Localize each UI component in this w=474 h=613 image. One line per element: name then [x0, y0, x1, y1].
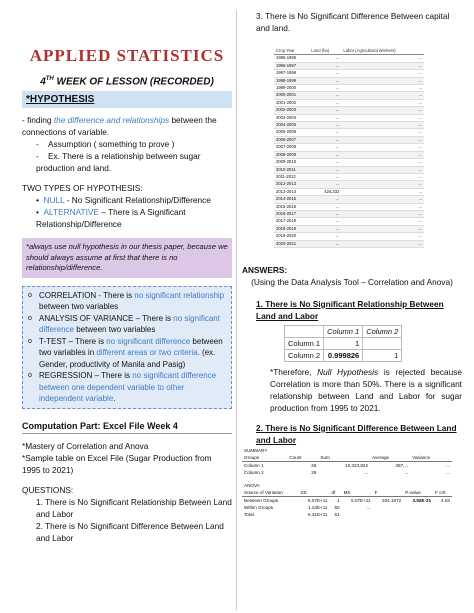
sugar-table-cell: 2014-2015: [274, 196, 309, 203]
summary-row: [242, 469, 452, 476]
computation-heading: Computation Part: Excel File Week 4: [22, 421, 232, 434]
bullet-assumption: - Assumption ( something to prove ): [36, 139, 175, 150]
anova-cell: 3.92E-31: [412, 497, 432, 503]
sugar-table-cell: ...: [309, 136, 341, 143]
test-highlight: no significant difference: [39, 313, 220, 335]
null-text: - No Significant Relationship/Difference: [64, 195, 211, 206]
conclusion-part-1: *Therefore,: [270, 366, 318, 377]
sugar-table-row: [274, 129, 424, 136]
definition-highlight: the difference and relationships: [53, 115, 170, 126]
summary-header: Groups: [242, 454, 287, 462]
corr-cell: Column 1: [285, 337, 324, 349]
summary-header: Count: [287, 454, 318, 462]
sugar-table-cell: ...: [341, 70, 424, 77]
sugar-table-row: [274, 136, 424, 143]
anova-cell: 4.03: [441, 497, 450, 503]
bullet-assumption-text: Assumption ( something to prove ): [47, 139, 175, 150]
anova-cell: 1.24E+11: [308, 504, 328, 510]
anova-cell: 50: [334, 504, 340, 510]
sugar-table-cell: 2019-2020: [274, 233, 309, 240]
sugar-table-cell: ...: [309, 166, 341, 173]
sugar-table-cell: ...: [341, 85, 424, 92]
alt-label: ALTERNATIVE: [43, 207, 99, 218]
anova-cell: [373, 511, 404, 518]
sugar-table-cell: 2011-2012: [274, 173, 309, 180]
null-label: NULL: [43, 195, 65, 206]
corr-cell: 0.999826: [324, 349, 363, 361]
sugar-table-row: [274, 122, 424, 129]
anova-cell: [373, 504, 404, 511]
sugar-table-cell: ...: [341, 144, 424, 151]
anova-cell: 5.07E+11: [308, 497, 328, 503]
sugar-table-row: [274, 188, 424, 195]
sugar-table-cell: ...: [309, 151, 341, 158]
anova-row: [242, 511, 452, 518]
column-divider: [236, 10, 237, 610]
sugar-table-cell: 2006-2007: [274, 136, 309, 143]
sugar-table-cell: ...: [309, 70, 341, 77]
sugar-table-row: [274, 166, 424, 173]
sugar-table-row: [274, 107, 424, 114]
sugar-table-row: [274, 99, 424, 106]
sugar-table-row: [274, 196, 424, 203]
week-heading: [22, 76, 232, 87]
question-3: 3. There is No Significant Difference Between capital and land.: [256, 11, 450, 33]
sugar-table-cell: ...: [309, 233, 341, 240]
test-highlight: no significant difference between one dependent variable to other independent variable: [39, 371, 217, 404]
sugar-table-cell: 424,332: [309, 188, 341, 195]
sugar-table-cell: ...: [309, 218, 341, 225]
sugar-table-cell: 1996-1997: [274, 62, 309, 69]
sugar-table-row: [274, 173, 424, 180]
conclusion-part-2: is rejected because Correlation is more than 50%. There is a significant relationship between Land and Labor for sugar production from 1995 to 2021.: [270, 366, 463, 413]
sugar-table-cell: 1998-1999: [274, 77, 309, 84]
sugar-table-cell: ...: [341, 62, 424, 69]
hypothesis-header: [22, 91, 232, 108]
sugar-table-cell: 2009-2010: [274, 159, 309, 166]
sugar-table-cell: ...: [341, 173, 424, 180]
summary-cell: 26: [311, 469, 317, 475]
sugar-table-cell: ...: [309, 107, 341, 114]
anova-cell: Between Groups: [244, 497, 279, 503]
sugar-table-row: [274, 114, 424, 121]
anova-cell: [342, 511, 373, 518]
summary-cell: 397,...: [395, 462, 409, 468]
document-title: APPLIED STATISTICS: [29, 46, 225, 65]
sugar-table-cell: 2004-2005: [274, 122, 309, 129]
left-column: [22, 10, 232, 544]
test-highlight: no significant difference: [106, 336, 191, 346]
sugar-table-header: Land (ha): [309, 48, 341, 55]
sugar-table-cell: ...: [341, 77, 424, 84]
sugar-table-cell: ...: [341, 99, 424, 106]
sugar-table-cell: ...: [341, 196, 424, 203]
sugar-table-cell: ...: [309, 85, 341, 92]
week-number: 4: [40, 76, 46, 88]
test-text: . (ex. Gender, productivity of Manila and Pasig): [39, 348, 216, 369]
sugar-table-cell: 2001-2002: [274, 99, 309, 106]
sugar-table-cell: ...: [309, 114, 341, 121]
sugar-table-cell: ...: [341, 107, 424, 114]
test-text: between two variables in: [39, 336, 223, 358]
questions-heading: QUESTIONS:: [22, 484, 74, 495]
sugar-table-cell: ...: [341, 218, 424, 225]
mastery-line: *Mastery of Correlation and Anova: [22, 440, 149, 451]
test-name: ANALYSIS OF VARIANCE: [39, 313, 134, 323]
summary-cell: 26: [311, 462, 317, 468]
summary-row: [242, 461, 452, 469]
sugar-table-cell: 2015-2016: [274, 203, 309, 210]
summary-header: Variance: [410, 454, 452, 462]
bullet-example-text: Ex. There is a relationship between sugar production and land.: [36, 151, 201, 174]
sugar-table-cell: ...: [309, 225, 341, 232]
anova-header: F crit: [433, 489, 452, 497]
anova-cell: [403, 504, 433, 511]
anova-row: [242, 496, 452, 504]
anova-header: SS: [298, 489, 329, 497]
sugar-table-cell: ...: [341, 240, 424, 247]
corr-cell: Column 2: [285, 349, 324, 361]
anova-header-row: [242, 489, 452, 497]
test-types-box: [22, 286, 232, 409]
sugar-table-cell: ...: [341, 92, 424, 99]
sugar-table-row: [274, 210, 424, 217]
anova-header: P-value: [403, 489, 433, 497]
sugar-table-row: [274, 92, 424, 99]
week-suffix: TH: [45, 76, 54, 82]
anova-cell: 5.07E+11: [351, 497, 371, 503]
sugar-table-cell: 1999-2000: [274, 85, 309, 92]
sugar-table-header: Crop Year: [274, 48, 309, 55]
hypothesis-header-text: *HYPOTHESIS: [26, 94, 95, 106]
sugar-table-row: [274, 159, 424, 166]
types-title: TWO TYPES OF HYPOTHESIS:: [22, 183, 143, 194]
sugar-table-cell: ...: [341, 233, 424, 240]
bullet-example: - Ex. There is a relationship between sugar production and land.: [36, 151, 201, 174]
correlation-table: [284, 325, 402, 362]
sugar-table-cell: ...: [309, 122, 341, 129]
sugar-table-cell: ...: [341, 129, 424, 136]
week-label: WEEK OF LESSON (RECORDED): [53, 76, 214, 88]
question-1: 1. There is No Significant Relationship Between Land and Labor: [36, 496, 232, 519]
summary-title: SUMMARY: [244, 447, 268, 453]
question-2: 2. There is No Significant Difference Between Land and Labor: [36, 520, 224, 543]
sugar-table-cell: ...: [309, 77, 341, 84]
anova-cell: Within Groups: [244, 504, 274, 510]
sugar-table-cell: 2003-2004: [274, 114, 309, 121]
sugar-table-cell: ...: [309, 144, 341, 151]
answers-heading: ANSWERS:: [242, 264, 288, 275]
corr-cell: 1: [324, 337, 363, 349]
summary-cell: ...: [364, 469, 369, 475]
test-highlight: different areas or two criteria: [96, 348, 198, 358]
test-text: .: [113, 394, 116, 404]
sugar-table-cell: ...: [309, 240, 341, 247]
sugar-table-cell: ...: [309, 99, 341, 106]
sugar-table-row: [274, 144, 424, 151]
sugar-table-cell: 2000-2001: [274, 92, 309, 99]
corr-cell: [363, 337, 402, 349]
sugar-table-cell: ...: [309, 62, 341, 69]
null-item: • NULL - No Significant Relationship/Difference: [36, 195, 211, 206]
sugar-table-cell: ...: [341, 159, 424, 166]
anova-title: ANOVA: [244, 482, 260, 488]
sugar-table-cell: 2018-2019: [274, 225, 309, 232]
sugar-table-cell: ...: [341, 188, 424, 195]
anova-cell: 204.1672: [382, 497, 402, 503]
sugar-table-cell: ...: [309, 210, 341, 217]
test-text: – There is: [66, 336, 107, 346]
sugar-table-cell: 2016-2017: [274, 210, 309, 217]
alt-item: • ALTERNATIVE – There is A Significant Relationship/Difference: [36, 207, 186, 230]
anova-row: [242, 504, 452, 511]
summary-cell: ...: [404, 469, 409, 475]
sugar-table-cell: ...: [341, 225, 424, 232]
sugar-table-row: [274, 85, 424, 92]
sugar-table-row: [274, 62, 424, 69]
summary-cell: ...: [446, 462, 450, 468]
sugar-table-row: [274, 77, 424, 84]
sugar-table-cell: ...: [341, 151, 424, 158]
sugar-table-cell: ...: [341, 114, 424, 121]
test-item-anova: [27, 313, 227, 336]
sugar-table-cell: 1997-1998: [274, 70, 309, 77]
sugar-table-row: [274, 240, 424, 247]
sugar-table-cell: ...: [309, 55, 341, 62]
test-text: – There is: [133, 313, 174, 323]
corr-header: Column 1: [324, 325, 363, 337]
sugar-table-cell: ...: [309, 173, 341, 180]
sugar-table-cell: ...: [309, 92, 341, 99]
anova-header: F: [373, 489, 404, 497]
summary-header: Average: [370, 454, 410, 462]
test-item-regression: [27, 370, 227, 405]
sugar-table-cell: 2002-2003: [274, 107, 309, 114]
sugar-table-cell: 2008-2009: [274, 151, 309, 158]
sugar-table-cell: ...: [341, 181, 424, 188]
sugar-table-cell: 1995-1996: [274, 55, 309, 62]
summary-header-row: [242, 454, 452, 462]
anova-cell: ...: [366, 504, 371, 510]
null-hypothesis-note: *always use null hypothesis in our thesis paper, because we should always assume at first that there is no relationship/difference.: [22, 238, 232, 278]
sugar-table-row: [274, 233, 424, 240]
answer-1-title: 1. There is No Significant Relationship Between Land and Labor: [256, 298, 444, 321]
sugar-table-cell: ...: [309, 129, 341, 136]
test-name: CORRELATION: [39, 290, 97, 300]
anova-cell: [433, 511, 452, 518]
test-text: between two variables: [39, 302, 119, 312]
anova-cell: [433, 504, 452, 511]
sugar-table-cell: ...: [341, 122, 424, 129]
sugar-table-row: [274, 55, 424, 62]
sugar-table-cell: ...: [341, 203, 424, 210]
corr-header: [285, 325, 324, 337]
sugar-table-cell: 2017-2018: [274, 218, 309, 225]
test-text: – There is: [92, 371, 133, 381]
sugar-table-cell: ...: [309, 203, 341, 210]
sugar-table-header-row: [274, 48, 424, 55]
sugar-table-row: [274, 218, 424, 225]
sugar-table-cell: 2020-2021: [274, 240, 309, 247]
anova-header: df: [330, 489, 342, 497]
sugar-table-header: Labor (Agricultural Workers): [341, 48, 424, 55]
definition-part-1: - finding: [22, 115, 54, 126]
corr-header: Column 2: [363, 325, 402, 337]
conclusion-highlight: Null Hypothesis: [317, 366, 379, 377]
anova-header: Source of Variation: [242, 489, 298, 497]
sugar-table-cell: 2012-2013: [274, 181, 309, 188]
test-name: REGRESSION: [39, 371, 93, 381]
anova-summary-table: [242, 447, 452, 476]
test-item-ttest: [27, 336, 227, 371]
test-highlight: no significant relationship: [134, 290, 225, 300]
sugar-table-cell: ...: [309, 181, 341, 188]
sugar-table-row: [274, 70, 424, 77]
sugar-table-row: [274, 181, 424, 188]
sugar-table-cell: ...: [341, 210, 424, 217]
summary-header: Sum: [318, 454, 370, 462]
test-text: between two variables: [74, 325, 156, 335]
test-text: - There is: [96, 290, 135, 300]
summary-cell: Column 1: [244, 462, 264, 468]
anova-cell: 6.31E+11: [308, 511, 328, 517]
sugar-table-cell: ...: [341, 136, 424, 143]
conclusion: [242, 366, 462, 414]
summary-cell: 10,323,822: [345, 462, 369, 468]
answers-subheading: (Using the Data Analysis Tool – Correlation and Anova): [251, 276, 453, 287]
sample-line: *Sample table on Excel File (Sugar Production from 1995 to 2021): [22, 452, 212, 475]
sugar-table-cell: ...: [341, 55, 424, 62]
sugar-data-table: [274, 48, 424, 248]
sugar-table-cell: 2007-2008: [274, 144, 309, 151]
sugar-table-cell: 2010-2011: [274, 166, 309, 173]
sugar-table-row: [274, 225, 424, 232]
test-item-correlation: [27, 290, 227, 313]
anova-cell: 1: [337, 497, 340, 503]
sugar-table-cell: 2005-2006: [274, 129, 309, 136]
summary-cell: ...: [446, 469, 450, 475]
anova-cell: Total: [244, 511, 254, 517]
sugar-table-cell: ...: [309, 196, 341, 203]
test-name: T-TEST: [39, 336, 67, 346]
summary-cell: Column 2: [244, 469, 264, 475]
anova-table: [242, 482, 452, 518]
anova-cell: 51: [334, 511, 340, 517]
definition: [22, 114, 232, 138]
anova-header: MS: [342, 489, 373, 497]
anova-cell: [403, 511, 433, 518]
definition-part-2: between the connections of variable.: [22, 115, 217, 138]
sugar-table-cell: ...: [309, 159, 341, 166]
sugar-table-row: [274, 203, 424, 210]
answer-2-title: 2. There is No Significant Difference Between Land and Labor: [256, 422, 457, 445]
right-column: [242, 10, 462, 518]
sugar-table-cell: ...: [341, 166, 424, 173]
sugar-table-cell: 2013-2014: [274, 188, 309, 195]
alt-text: – There is A Significant Relationship/Difference: [36, 207, 186, 230]
corr-cell: 1: [363, 349, 402, 361]
sugar-table-row: [274, 151, 424, 158]
